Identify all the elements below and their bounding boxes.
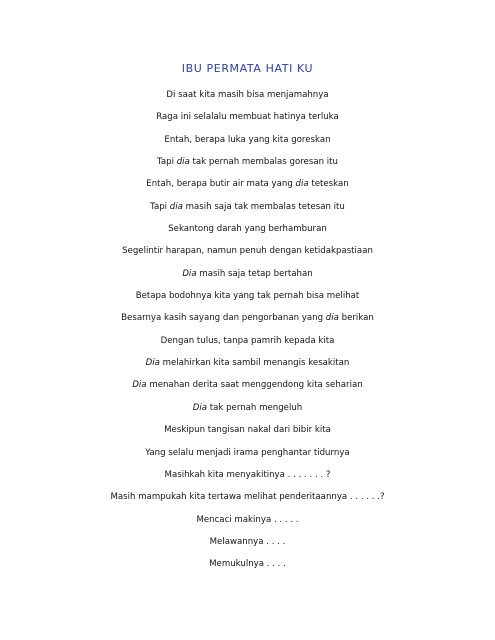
poem-line: Entah, berapa butir air mata yang dia teteskan [146,179,349,190]
poem-line: Segelintir harapan, namun penuh dengan ketidakpastiaan [122,246,373,257]
poem-line: Dia melahirkan kita sambil menangis kesakitan [145,358,350,369]
poem-line: Dia tak pernah mengeluh [192,402,303,413]
poem-line: Melawannya . . . . [209,536,286,547]
poem-line: Mencaci makinya . . . . . [196,514,299,525]
poem-line: Betapa bodohnya kita yang tak pernah bisa melihat [135,291,360,302]
poem-line: Dia menahan derita saat menggendong kita seharian [132,380,363,391]
poem-line: Dengan tulus, tanpa pamrih kepada kita [160,335,335,346]
poem-line: Besarnya kasih sayang dan pengorbanan yang dia berikan [121,313,374,324]
poem-title: IBU PERMATA HATI KU [181,62,314,75]
poem-line: Tapi dia tak pernah membalas goresan itu [157,157,338,168]
poem-line: Di saat kita masih bisa menjamahnya [166,90,329,100]
poem-line: Yang selalu menjadi irama penghantar tidurnya [145,447,350,458]
poem-line: Meskipun tangisan nakal dari bibir kita [164,425,331,436]
poem-body [0,84,495,576]
poem-line: Entah, berapa luka yang kita goreskan [164,134,331,145]
poem-line: Tapi dia masih saja tak membalas tetesan itu [150,201,345,212]
poem-line: Sekantong darah yang berhamburan [168,224,327,235]
poem-line: Masihkah kita menyakitinya . . . . . . . ? [164,469,331,480]
poem-line: Memukulnya . . . . [209,559,286,570]
poem-line: Raga ini selalalu membuat hatinya terluka [156,112,339,123]
poem-line: Dia masih saja tetap bertahan [182,268,313,279]
poem-line: Masih mampukah kita tertawa melihat penderitaannya . . . . . .? [110,492,385,503]
